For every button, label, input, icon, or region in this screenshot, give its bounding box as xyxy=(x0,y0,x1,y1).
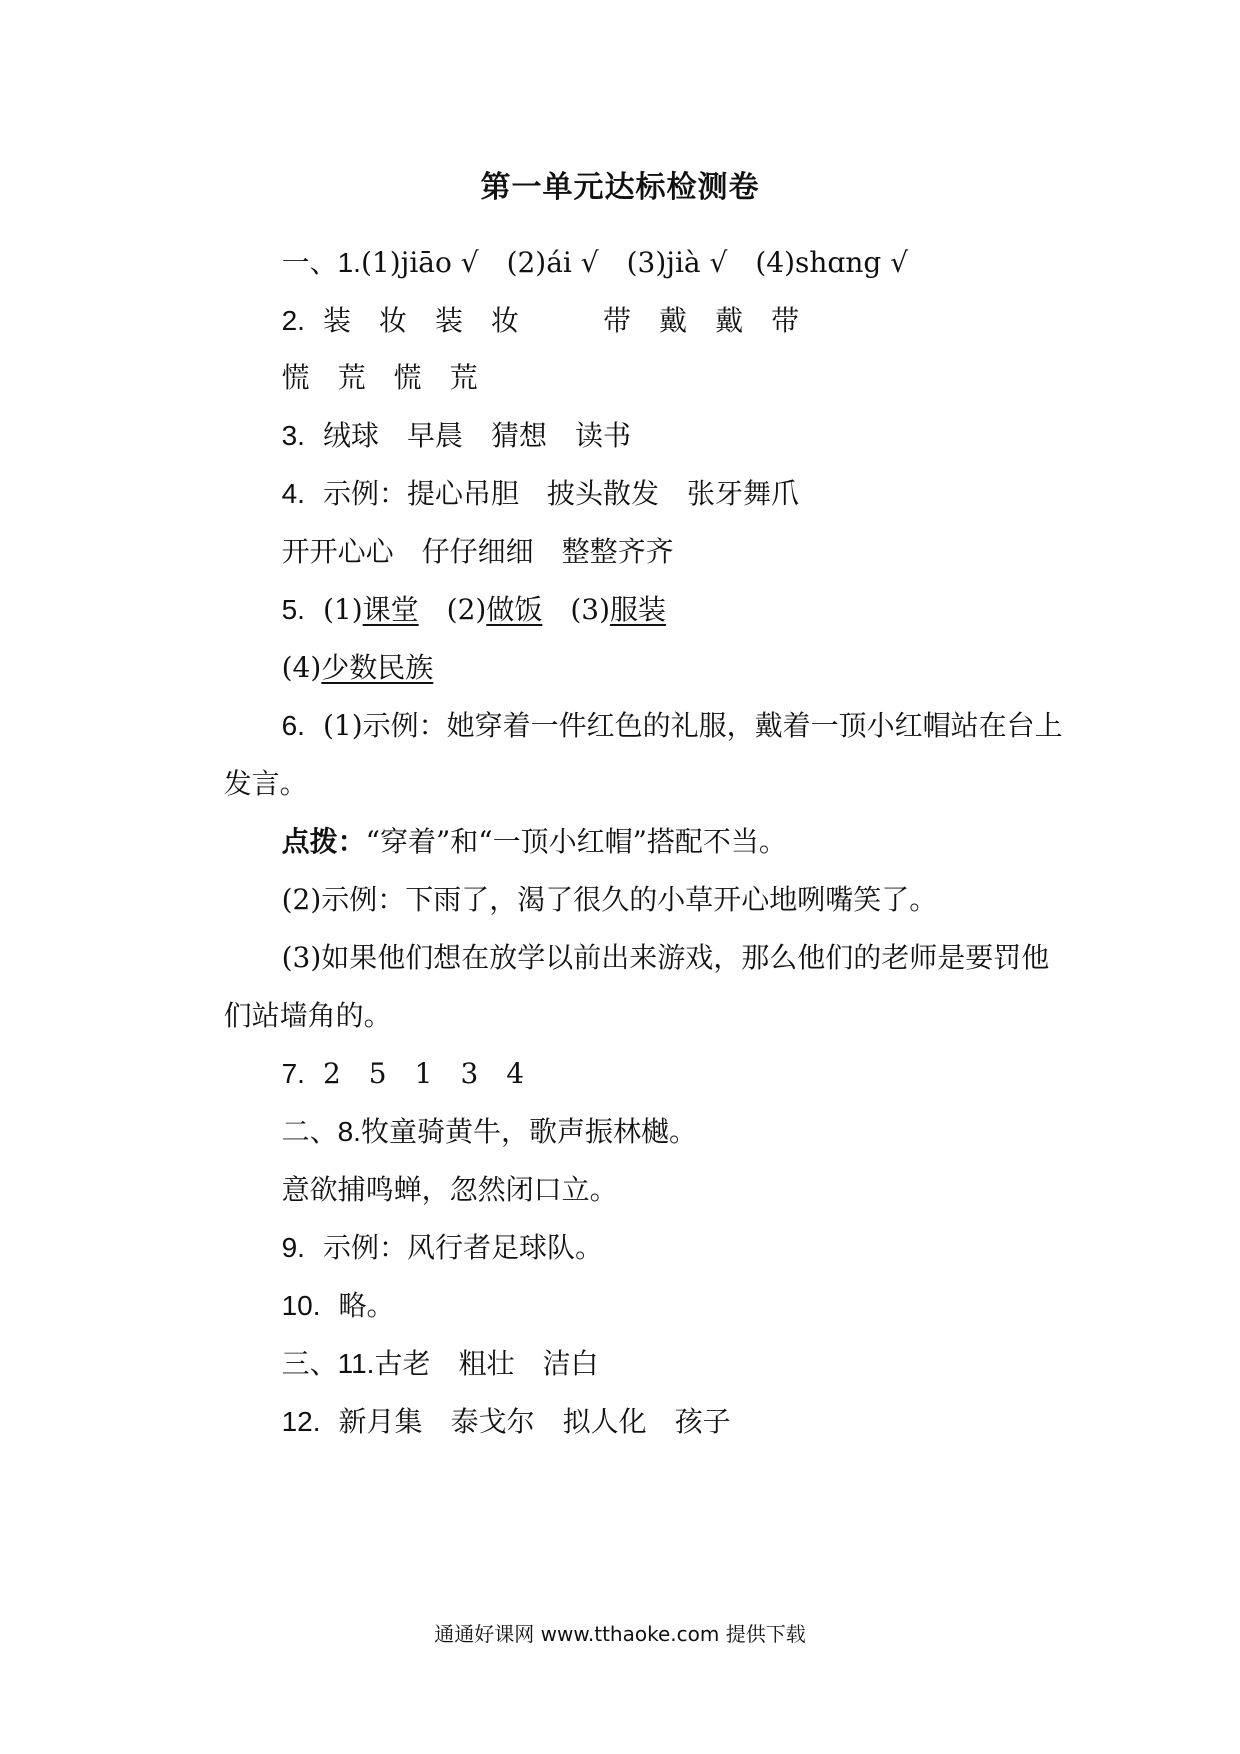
q6-label: 6. xyxy=(281,710,305,741)
q1-item: (1)jiāo √ xyxy=(360,246,479,279)
q6-1-text: (1)示例：她穿着一件红色的礼服，戴着一顶小红帽站在台上 xyxy=(322,709,1063,742)
q12-word: 新月集 xyxy=(338,1405,423,1438)
q8-text: 牧童骑黄牛，歌声振林樾。 xyxy=(360,1115,697,1148)
section2-label: 二、8. xyxy=(281,1116,361,1147)
q12-word: 泰戈尔 xyxy=(450,1405,535,1438)
q7-num: 1 xyxy=(414,1057,433,1090)
q11-word: 粗壮 xyxy=(458,1347,515,1380)
q5-word: 少数民族 xyxy=(321,651,434,684)
q2-char: 戴 xyxy=(715,304,744,337)
q5-prefix: (2) xyxy=(446,593,487,626)
q2-char: 戴 xyxy=(659,304,688,337)
q2-char: 妆 xyxy=(378,304,407,337)
q12-word: 孩子 xyxy=(674,1405,731,1438)
q1-item: (4)shɑng √ xyxy=(755,246,909,279)
q3-label: 3. xyxy=(281,420,305,451)
q6-tip-label: 点拨： xyxy=(281,825,366,858)
q8-text-cont: 意欲捕鸣蝉，忽然闭口立。 xyxy=(281,1173,618,1206)
q2-char: 慌 xyxy=(281,361,310,394)
q4-idiom: 提心吊胆 xyxy=(406,477,519,510)
q6-2-text: (2)示例：下雨了，渴了很久的小草开心地咧嘴笑了。 xyxy=(281,883,938,916)
q7-num: 5 xyxy=(368,1057,387,1090)
q4-idiom: 张牙舞爪 xyxy=(687,477,800,510)
q5-word: 服装 xyxy=(610,593,667,626)
q9-text: 示例：风行者足球队。 xyxy=(322,1231,603,1264)
q11-word: 洁白 xyxy=(542,1347,599,1380)
q3-word: 猜想 xyxy=(491,419,548,452)
q6-tip-text: “穿着”和“一顶小红帽”搭配不当。 xyxy=(365,825,787,858)
q4-prefix: 示例： xyxy=(322,477,407,510)
q4-idiom: 披头散发 xyxy=(547,477,660,510)
q7-num: 3 xyxy=(460,1057,479,1090)
q7-label: 7. xyxy=(281,1058,305,1089)
q2-char: 装 xyxy=(322,304,351,337)
q1-item: (2)ái √ xyxy=(506,246,599,279)
q12-line xyxy=(246,1368,731,1476)
q2-char: 带 xyxy=(603,304,632,337)
q6-3-text-cont: 们站墙角的。 xyxy=(223,999,392,1032)
page-title: 第一单元达标检测卷 xyxy=(480,170,760,205)
q4-idiom: 整整齐齐 xyxy=(561,535,674,568)
q2-char: 带 xyxy=(771,304,800,337)
q3-word: 读书 xyxy=(575,419,632,452)
q5-prefix: (3) xyxy=(570,593,611,626)
q2-char: 荒 xyxy=(449,361,478,394)
q1-item: (3)jià √ xyxy=(626,246,728,279)
q5-prefix: (1) xyxy=(322,593,363,626)
q9-label: 9. xyxy=(281,1232,305,1263)
q6-3-text: (3)如果他们想在放学以前出来游戏，那么他们的老师是要罚他 xyxy=(281,941,1050,974)
q10-label: 10. xyxy=(281,1290,321,1321)
section3-label: 三、11. xyxy=(281,1348,375,1379)
q6-1-text-cont: 发言。 xyxy=(223,767,308,800)
q7-num: 2 xyxy=(322,1057,341,1090)
section1-label: 一、1. xyxy=(281,247,361,278)
q2-char: 荒 xyxy=(337,361,366,394)
footer-credit: 通通好课网 www.tthaoke.com 提供下载 xyxy=(434,1622,806,1646)
q4-idiom: 开开心心 xyxy=(281,535,394,568)
q3-word: 绒球 xyxy=(322,419,379,452)
q2-char: 装 xyxy=(435,304,464,337)
q2-char: 慌 xyxy=(393,361,422,394)
q10-text: 略。 xyxy=(338,1289,395,1322)
q12-label: 12. xyxy=(281,1406,321,1437)
q5-label: 5. xyxy=(281,594,305,625)
q12-word: 拟人化 xyxy=(562,1405,647,1438)
q5-prefix: (4) xyxy=(281,651,322,684)
q3-word: 早晨 xyxy=(406,419,463,452)
q7-num: 4 xyxy=(506,1057,525,1090)
q6-1-line1 xyxy=(246,672,1063,780)
q5-word: 做饭 xyxy=(486,593,543,626)
q2-label: 2. xyxy=(281,305,305,336)
q11-word: 古老 xyxy=(374,1347,431,1380)
q4-label: 4. xyxy=(281,478,305,509)
q4-idiom: 仔仔细细 xyxy=(421,535,534,568)
q5-word: 课堂 xyxy=(362,593,419,626)
q2-char: 妆 xyxy=(491,304,520,337)
